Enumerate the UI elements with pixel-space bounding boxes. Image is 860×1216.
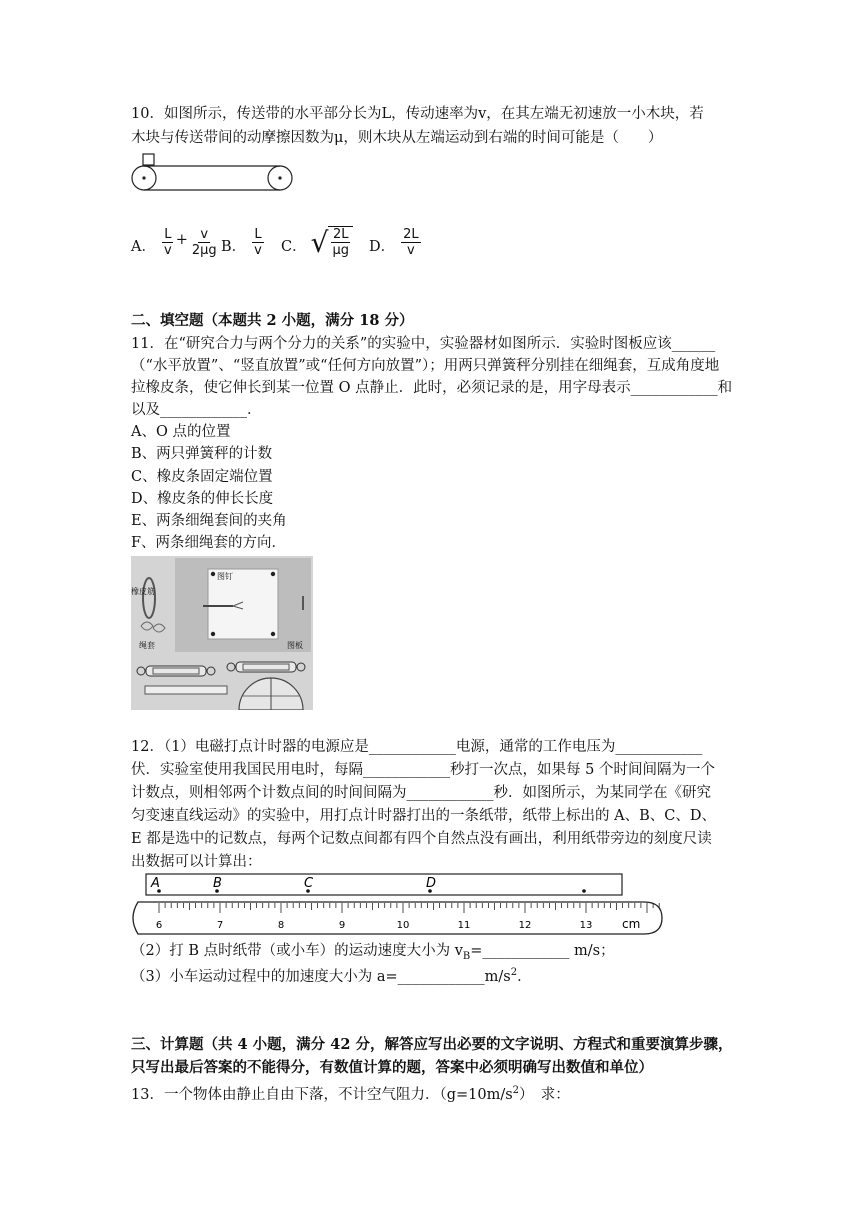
option-b-label: B． (221, 239, 247, 255)
ruler-number: 12 (518, 920, 532, 931)
option-d-label: D． (369, 239, 396, 255)
apparatus-photo (131, 556, 313, 710)
q10-option-b (221, 208, 266, 258)
q12-sub2-text: （2）打 B 点时纸带（或小车）的运动速度大小为 v (131, 943, 463, 959)
q11-line-1: 11．在“研究合力与两个分力的关系”的实验中，实验器材如图所示．实验时图板应该______ (131, 336, 716, 352)
q10-option-a (131, 208, 221, 258)
tape-point-label: B (213, 876, 222, 891)
q11-line-2: （“水平放置”、“竖直放置”或“任何方向放置”）；用两只弹簧秤分别挂在细绳套，互成角度地 (131, 358, 720, 374)
tape-point-label: A (151, 876, 160, 891)
choice-a: A、O 点的位置 (131, 424, 231, 440)
ruler-number: 10 (396, 920, 410, 931)
tape-point-label: C (304, 876, 314, 891)
radical-sign: √ (310, 226, 329, 259)
q12-line-3: 计数点，则相邻两个计数点间的时间间隔为____________秒．如图所示，为某同学在《研究 (131, 785, 711, 801)
ruler-number: 8 (277, 920, 285, 931)
tape-dot (582, 889, 586, 893)
sqrt-expression (311, 226, 353, 258)
section-3-heading-1: 三、计算题（共 4 小题，满分 42 分，解答应写出必要的文字说明、方程式和重要演算步骤， (131, 1036, 733, 1053)
loop-label: 绳套 (139, 641, 155, 650)
q11-line-4: 以及____________． (131, 402, 262, 418)
q13-line (131, 1081, 570, 1105)
ruler-number: 9 (338, 920, 346, 931)
conveyor-belt-figure (128, 152, 300, 194)
choice-c: C、橡皮条固定端位置 (131, 469, 273, 485)
ruler-unit: cm (622, 917, 641, 931)
rubber-band-label: 橡皮筋 (131, 587, 155, 596)
option-c-fraction: $\frac{2L}{\mu g}$ (332, 227, 349, 258)
choice-d: D、橡皮条的伸长长度 (131, 491, 274, 507)
q11-line-3: 拉橡皮条，使它伸长到某一位置 O 点静止．此时，必须记录的是，用字母表示____________和 (131, 380, 733, 396)
q10-line-2: 木块与传送带间的动摩擦因数为μ，则木块从左端运动到右端的时间可能是（ ） (131, 130, 663, 146)
option-c-label: C． (281, 239, 307, 255)
q12-sub3-text: （3）小车运动过程中的加速度大小为 a=____________m/s (131, 968, 511, 985)
vb-subscript: B (462, 950, 471, 962)
option-a-fraction-1: $\frac{L}{v}$ (163, 227, 172, 258)
tape-ruler-figure (128, 872, 668, 942)
ruler-number: 6 (155, 920, 163, 931)
q10-line-1: 10．如图所示，传送带的水平部分长为L，传动速率为v，在其左端无初速放一小木块，若 (131, 106, 704, 122)
q12-sub2-answer: =____________ m/s； (470, 943, 615, 959)
pin-label: 图钉 (217, 572, 233, 581)
plus-sign: + (175, 232, 188, 248)
q12-line-1: 12．（1）电磁打点计时器的电源应是____________电源，通常的工作电压为____________ (131, 739, 703, 755)
g-superscript: 2 (512, 1085, 520, 1096)
q10-option-d (369, 208, 423, 258)
ruler-number: 11 (457, 920, 471, 931)
option-d-fraction: $\frac{2L}{v}$ (403, 227, 419, 258)
ruler-number: 13 (579, 920, 593, 931)
tape-point-label: D (426, 876, 437, 891)
option-a-fraction-2: $\frac{v}{2\mu g}$ (191, 227, 217, 258)
q12-line-4: 匀变速直线运动》的实验中，用打点计时器打出的一条纸带，纸带上标出的 A、B、C、D、 (131, 808, 716, 824)
q12-sub3-end: ． (517, 968, 532, 985)
option-a-label: A． (131, 239, 156, 255)
choice-b: B、两只弹簧秤的计数 (131, 446, 273, 462)
accel-superscript: 2 (510, 967, 518, 978)
section-3-heading-2: 只写出最后答案的不能得分，有数值计算的题，答案中必须明确写出数值和单位） (131, 1059, 653, 1076)
q12-line-5: E 都是选中的记数点，每两个记数点间都有四个自然点没有画出，利用纸带旁边的刻度尺读 (131, 831, 712, 847)
q13-end: ） 求： (519, 1086, 570, 1103)
section-2-heading: 二、填空题（本题共 2 小题，满分 18 分） (131, 312, 414, 329)
q12-line-2: 伏．实验室使用我国民用电时，每隔____________秒打一次点，如果每 5 个时间间隔为一个 (131, 762, 715, 778)
choice-e: E、两条细绳套间的夹角 (131, 513, 287, 529)
ruler-number: 7 (216, 920, 224, 931)
choice-f: F、两条细绳套的方向． (131, 535, 287, 551)
q13-text: 13．一个物体由静止自由下落，不计空气阻力．（g=10m/s (131, 1086, 513, 1103)
q10-option-c (281, 208, 353, 258)
q12-sub-3 (131, 963, 532, 987)
q12-line-6: 出数据可以计算出： (131, 854, 262, 870)
board-label: 图板 (287, 641, 303, 650)
option-b-fraction: $\frac{L}{v}$ (254, 227, 262, 258)
